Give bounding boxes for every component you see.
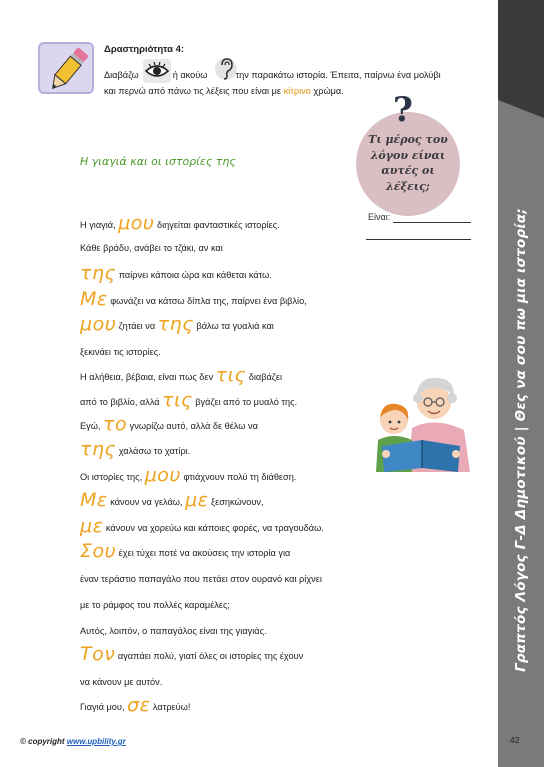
- pronoun-word: Με: [80, 489, 108, 511]
- answer-label: Είναι:: [368, 212, 391, 222]
- story-line: ξεκινάει τις ιστορίες.: [80, 347, 161, 357]
- story-line: με το ράμφος του πολλές καραμέλες;: [80, 600, 230, 610]
- page-number: 42: [510, 735, 520, 745]
- story-line: Η γιαγιά, μου διηγείται φανταστικές ιστορίες.: [80, 212, 280, 234]
- story-line: Τον αγαπάει πολύ, γιατί όλες οι ιστορίες της έχουν: [80, 643, 304, 665]
- instruction-line-1: Διαβάζω ή ακούω την παρακάτω ιστορία. Έπειτα, παίρνω ένα μολύβι: [104, 70, 441, 80]
- story-line: Οι ιστορίες της, μου φτιάχνουν πολύ τη διάθεση.: [80, 464, 297, 486]
- answer-line[interactable]: [393, 222, 471, 223]
- pronoun-word: μου: [118, 212, 155, 234]
- pronoun-word: μου: [144, 464, 181, 486]
- story-line: Με φωνάζει να κάτσω δίπλα της, παίρνει ένα βιβλίο,: [80, 288, 307, 310]
- pronoun-word: με: [80, 515, 104, 537]
- answer-line[interactable]: [366, 239, 471, 240]
- story-line: με κάνουν να χορεύω και κάποιες φορές, να τραγουδάω.: [80, 515, 324, 537]
- story-line: Κάθε βράδυ, ανάβει το τζάκι, αν και: [80, 243, 223, 253]
- story-line: Η αλήθεια, βέβαια, είναι πως δεν τις διαβάζει: [80, 364, 282, 386]
- pronoun-word: Με: [80, 288, 108, 310]
- pronoun-word: το: [103, 413, 128, 435]
- pronoun-word: της: [80, 438, 117, 460]
- story-line: Εγώ, το γνωρίζω αυτό, αλλά δε θέλω να: [80, 413, 258, 435]
- pencil-icon: [38, 42, 94, 94]
- pronoun-word: Τον: [80, 643, 116, 665]
- story-line: να κάνουν με αυτόν.: [80, 677, 163, 687]
- pronoun-word: Σου: [80, 540, 117, 562]
- story-line: Σου έχει τύχει ποτέ να ακούσεις την ιστορία για: [80, 540, 291, 562]
- pronoun-word: με: [185, 489, 209, 511]
- story-line: από το βιβλίο, αλλά τις βγάζει από το μυαλό της.: [80, 389, 298, 411]
- question-mark-icon: ?: [393, 90, 413, 130]
- activity-title: Δραστηριότητα 4:: [104, 44, 185, 55]
- story-title: Η γιαγιά και οι ιστορίες της: [80, 155, 236, 168]
- story-line: της παίρνει κάποια ώρα και κάθεται κάτω.: [80, 262, 272, 284]
- pronoun-word: της: [157, 313, 194, 335]
- pronoun-word: σε: [127, 694, 151, 716]
- yellow-word: κίτρινο: [283, 86, 311, 96]
- story-line: Αυτός, λοιπόν, ο παπαγάλος είναι της γιαγιάς.: [80, 626, 267, 636]
- story-line: Με κάνουν να γελάω, με ξεσηκώνουν,: [80, 489, 264, 511]
- grandmother-reading-illustration: [372, 368, 476, 478]
- sidebar-title: Γραπτός Λόγος Γ-Δ Δημοτικού | Θες να σου πω μια ιστορία;: [513, 208, 529, 672]
- pronoun-word: τις: [162, 389, 193, 411]
- footer-copyright: © copyright www.upbility.gr: [20, 737, 126, 746]
- side-tab: [498, 0, 544, 100]
- question-text: Τι μέρος του λόγου είναι αυτές οι λέξεις;: [368, 133, 448, 193]
- story-line: έναν τεράστιο παπαγάλο που πετάει στον ουρανό και ρίχνει: [80, 574, 322, 584]
- footer-link[interactable]: www.upbility.gr: [66, 737, 126, 746]
- pronoun-word: μου: [80, 313, 117, 335]
- story-line: μου ζητάει να της βάλω τα γυαλιά και: [80, 313, 274, 335]
- instruction-line-2: και περνώ από πάνω τις λέξεις που είναι με κίτρινο χρώμα.: [104, 86, 344, 96]
- pronoun-word: τις: [215, 364, 247, 386]
- story-line: Γιαγιά μου, σε λατρεύω!: [80, 694, 191, 716]
- pronoun-word: της: [80, 262, 117, 284]
- story-line: της χαλάσω το χατίρι.: [80, 438, 191, 460]
